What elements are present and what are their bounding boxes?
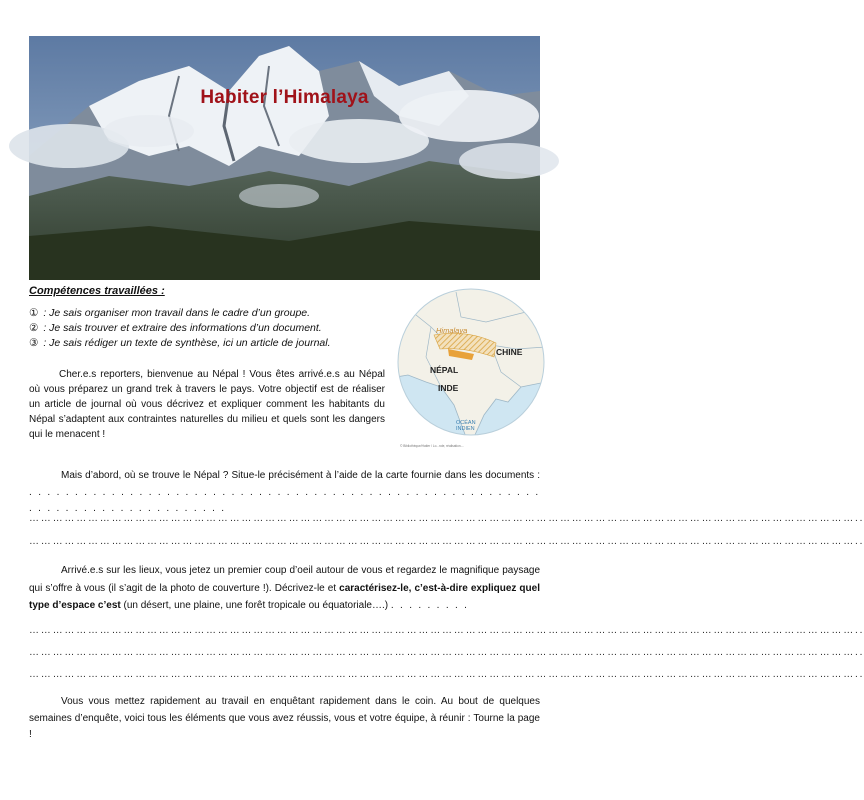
mountain-illustration <box>29 36 540 280</box>
map-label-chine: CHINE <box>496 347 523 357</box>
answer-line: ………………………………………………………………………………………………………………………………………………………………………………………….. <box>29 669 864 680</box>
question-location <box>29 468 540 518</box>
answer-dots: . . . . . . . . . . . . . . . . . . . . . . . . . . . . . . . . . . . . . . . . . . . . . . . . . . . . . . . . . . . . . . . . . . . . . . . . . . . . . . <box>29 486 540 514</box>
map-label-himalaya: Himalaya <box>436 326 468 335</box>
skill-text: : Je sais rédiger un texte de synthèse, ici un article de journal. <box>40 337 331 349</box>
map-credit: © Bibliothèque/Hatier / Lo...nde, réalisation.... <box>400 444 465 448</box>
skill-item <box>29 337 331 349</box>
location-map <box>396 287 546 449</box>
answer-line: ………………………………………………………………………………………………………………………………………………………………………………………….. <box>29 513 864 524</box>
skill-number: ② <box>29 322 39 334</box>
answer-line: ………………………………………………………………………………………………………………………………………………………………………………………….. <box>29 647 864 658</box>
question-landscape <box>29 562 540 615</box>
skill-item <box>29 322 322 334</box>
skills-heading: Compétences travaillées : <box>29 285 165 297</box>
skill-text: : Je sais trouver et extraire des informations d’un document. <box>40 322 322 334</box>
skill-text: : Je sais organiser mon travail dans le cadre d’un groupe. <box>40 307 311 319</box>
map-label-inde: INDE <box>438 383 459 393</box>
skill-item <box>29 307 310 319</box>
intro-paragraph: Cher.e.s reporters, bienvenue au Népal ! Vous êtes arrivé.e.s au Népal où vous préparez un grand trek à travers le pays. Votre objectif est de réaliser un article de journal où vous décrivez et expliquer comment les habitants du Népal s’adaptent aux contraintes naturelles du milieu et quels sont les dangers qui le menacent ! <box>29 369 385 440</box>
map-label-ocean: OCÉAN <box>456 420 476 426</box>
answer-line: ………………………………………………………………………………………………………………………………………………………………………………………….. <box>29 625 864 636</box>
answer-line: ………………………………………………………………………………………………………………………………………………………………………………………….. <box>29 536 864 547</box>
map-disc <box>396 287 546 437</box>
question-landscape-text: Arrivé.e.s sur les lieux, vous jetez un premier coup d’oeil autour de vous et regardez le magnifique paysage qui s’offre à vous (il s’agit de la photo de couverture !). Décrivez-le et <box>29 565 540 594</box>
skill-number: ③ <box>29 337 39 349</box>
hero-photo <box>29 36 540 280</box>
page-title: Habiter l’Himalaya <box>200 87 369 108</box>
map-label-nepal: NÉPAL <box>430 365 459 375</box>
question-location-text: Mais d’abord, où se trouve le Népal ? Situe-le précisément à l’aide de la carte fournie dans les documents : <box>61 470 540 481</box>
question-landscape-text-end: (un désert, une plaine, une forêt tropicale ou équatoriale….) <box>120 600 391 611</box>
skill-number: ① <box>29 307 39 319</box>
map-label-indien: INDIEN <box>456 426 475 432</box>
closing-paragraph: Vous vous mettez rapidement au travail en enquêtant rapidement dans le coin. Au bout de quelques semaines d’enquête, voici tous les éléments que vous avez réussis, vous et votre équipe, à réunir : Tourne la page ! <box>29 696 540 740</box>
question-landscape-bold: caractérisez-le, c’est-à-dire expliquez quel type d’espace c’est <box>29 582 540 611</box>
answer-dots: . . . . . . . . . <box>390 600 469 611</box>
